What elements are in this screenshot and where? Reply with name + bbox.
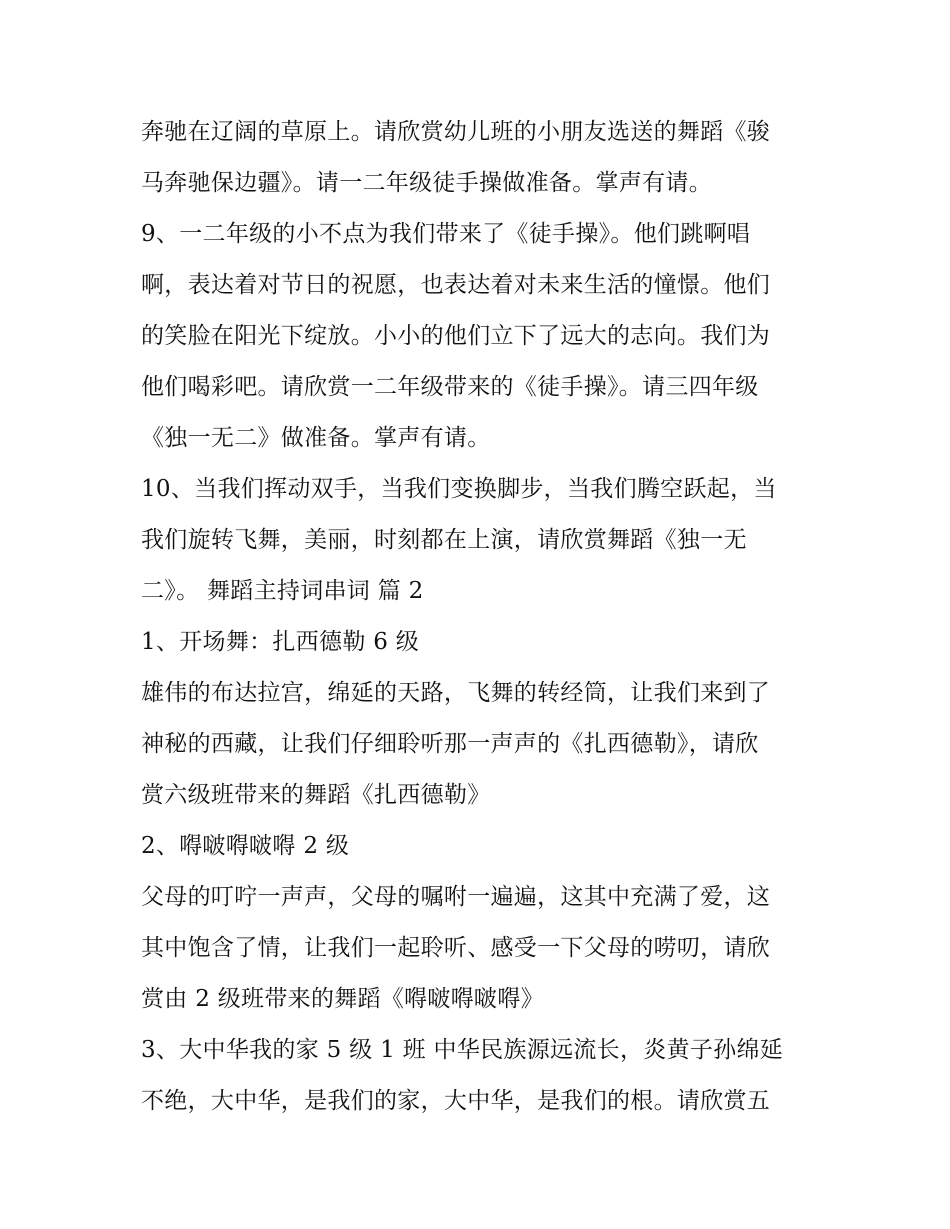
text-line: 我们旋转飞舞，美丽，时刻都在上演，请欣赏舞蹈《独一无 bbox=[141, 527, 747, 553]
text-line: 啊，表达着对节日的祝愿，也表达着对未来生活的憧憬。他们 bbox=[141, 272, 771, 298]
text-line: 1、开场舞：扎西德勒 6 级 bbox=[141, 629, 420, 655]
text-line: 奔驰在辽阔的草原上。请欣赏幼儿班的小朋友选送的舞蹈《骏 bbox=[141, 119, 771, 145]
text-line: 雄伟的布达拉宫，绵延的天路，飞舞的转经筒，让我们来到了 bbox=[141, 680, 771, 706]
text-line: 赏由 2 级班带来的舞蹈《嘚啵嘚啵嘚》 bbox=[141, 986, 544, 1012]
text-line: 3、大中华我的家 5 级 1 班 中华民族源远流长，炎黄子孙绵延 bbox=[141, 1037, 784, 1063]
text-line: 10、当我们挥动双手，当我们变换脚步，当我们腾空跃起，当 bbox=[141, 476, 777, 502]
text-line: 不绝，大中华，是我们的家，大中华，是我们的根。请欣赏五 bbox=[141, 1088, 771, 1114]
text-line: 马奔驰保边疆》。请一二年级徒手操做准备。掌声有请。 bbox=[141, 170, 712, 196]
text-line: 9、一二年级的小不点为我们带来了《徒手操》。他们跳啊唱 bbox=[141, 221, 751, 247]
text-line: 赏六级班带来的舞蹈《扎西德勒》 bbox=[141, 782, 491, 808]
text-line: 的笑脸在阳光下绽放。小小的他们立下了远大的志向。我们为 bbox=[141, 323, 771, 349]
text-line: 二》。 舞蹈主持词串词 篇 2 bbox=[141, 578, 424, 604]
text-line: 他们喝彩吧。请欣赏一二年级带来的《徒手操》。请三四年级 bbox=[141, 374, 759, 400]
text-line: 父母的叮咛一声声，父母的嘱咐一遍遍，这其中充满了爱，这 bbox=[141, 884, 771, 910]
text-line: 《独一无二》做准备。掌声有请。 bbox=[141, 425, 491, 451]
text-line: 其中饱含了情，让我们一起聆听、感受一下父母的唠叨，请欣 bbox=[141, 935, 771, 961]
text-line: 2、嘚啵嘚啵嘚 2 级 bbox=[141, 833, 350, 859]
text-line: 神秘的西藏，让我们仔细聆听那一声声的《扎西德勒》，请欣 bbox=[141, 731, 759, 757]
